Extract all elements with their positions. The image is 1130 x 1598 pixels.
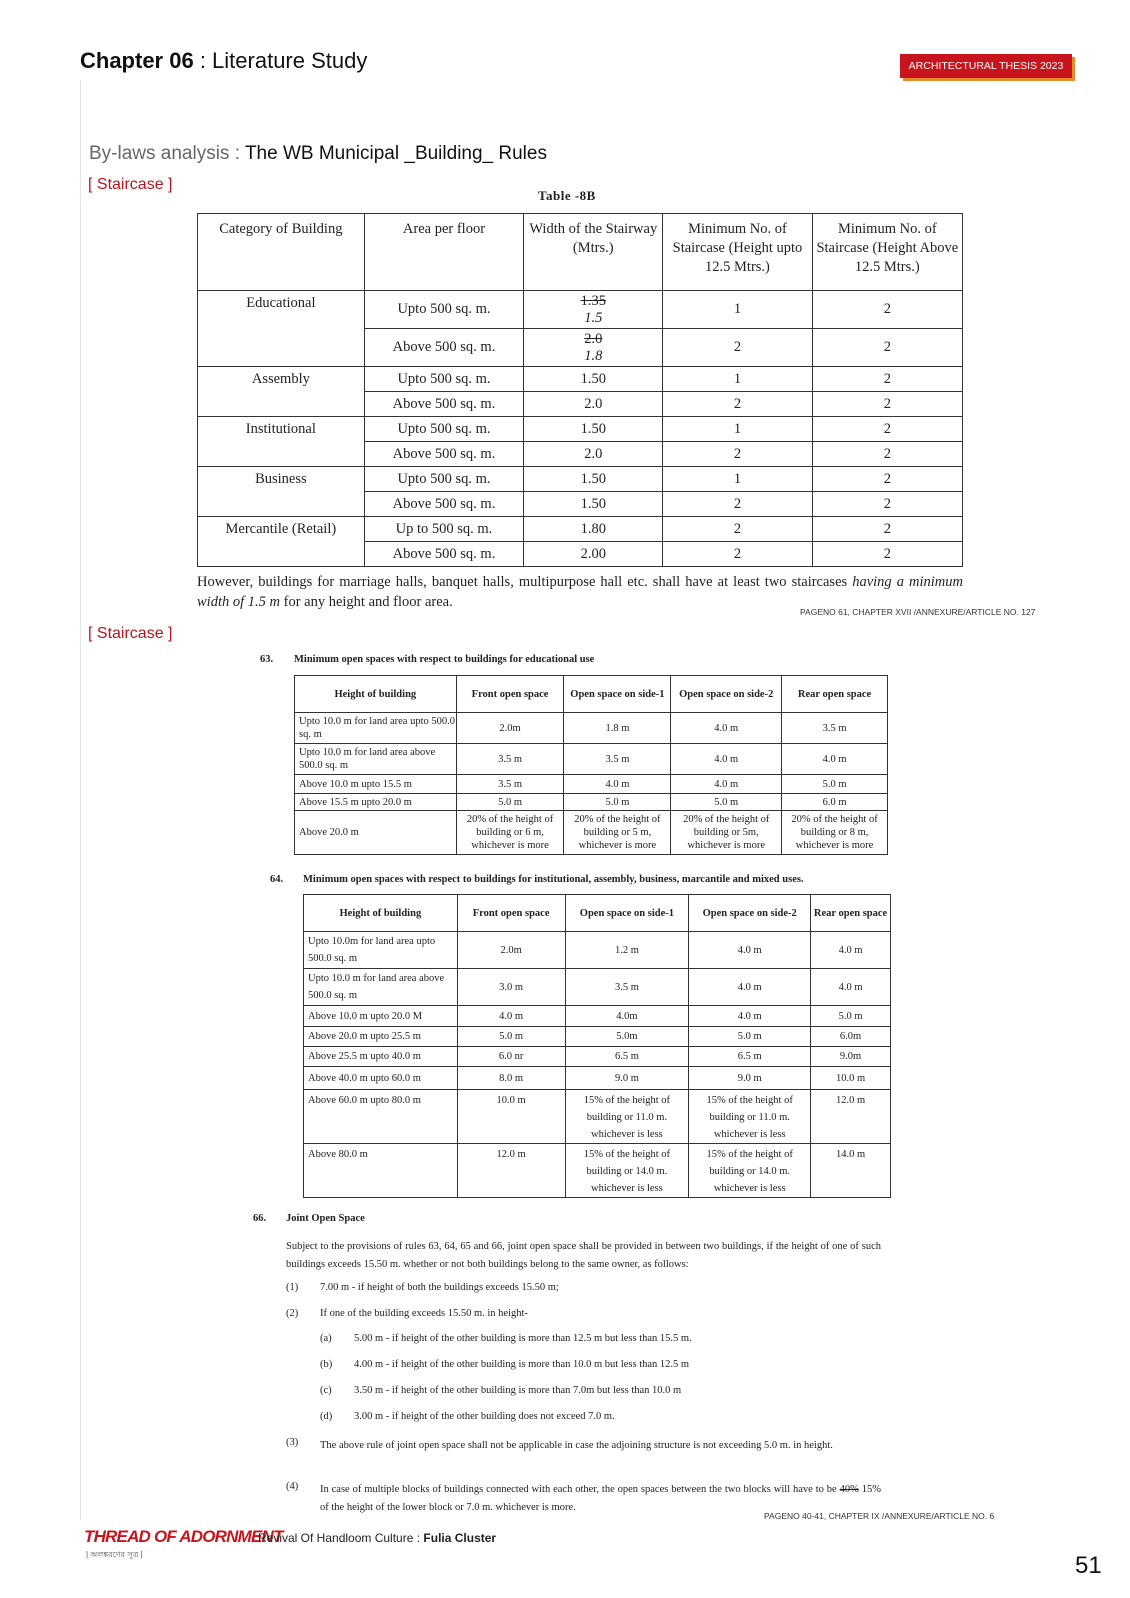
table-cell: 4.0 m <box>564 775 671 794</box>
table-cell: 4.0 m <box>689 1006 811 1027</box>
rule-66-number: 66. <box>253 1213 267 1224</box>
table-cell: 4.0 m <box>689 932 811 969</box>
area-cell: Above 500 sq. m. <box>364 492 524 517</box>
col-header: Rear open space <box>782 676 888 713</box>
low-count-cell: 2 <box>663 492 812 517</box>
rule-66-title: Joint Open Space <box>286 1213 365 1224</box>
low-count-cell: 2 <box>663 517 812 542</box>
table-cell: 6.5 m <box>565 1047 689 1067</box>
area-cell: Upto 500 sq. m. <box>364 367 524 392</box>
table-cell: 8.0 m <box>457 1067 565 1090</box>
table-cell: Above 80.0 m <box>304 1144 458 1198</box>
col-header: Minimum No. of Staircase (Height upto 12.5 Mtrs.) <box>663 214 812 291</box>
table-header-row <box>295 676 888 713</box>
table-cell: 20% of the height of building or 5 m, whichever is more <box>564 811 671 855</box>
table-cell: Above 10.0 m upto 15.5 m <box>295 775 457 794</box>
table-cell: 9.0 m <box>565 1067 689 1090</box>
area-cell: Upto 500 sq. m. <box>364 417 524 442</box>
table-cell: 1.8 m <box>564 713 671 744</box>
table-row <box>304 1006 891 1027</box>
table-cell: 15% of the height of building or 11.0 m. whichever is less <box>689 1090 811 1144</box>
table-cell: 3.5 m <box>782 713 888 744</box>
col-header: Minimum No. of Staircase (Height Above 12.5 Mtrs.) <box>812 214 962 291</box>
brand-logo-subtitle: | অলঙ্করণের সূত্র | <box>86 1550 143 1559</box>
source-reference-2: PAGENO 40-41, CHAPTER IX /ANNEXURE/ARTICLE NO. 6 <box>764 1511 995 1521</box>
page-number: 51 <box>1075 1552 1102 1579</box>
table-cell: 4.0 m <box>671 744 782 775</box>
width-cell: 2.00 <box>524 542 663 567</box>
list-item-number: (1) <box>286 1282 299 1293</box>
width-cell: 2.0 <box>524 392 663 417</box>
table-row <box>304 1144 891 1198</box>
table-cell: 5.0 m <box>811 1006 891 1027</box>
high-count-cell: 2 <box>812 442 962 467</box>
table-cell: 3.0 m <box>457 969 565 1006</box>
category-cell: Assembly <box>198 367 365 417</box>
rule-63-title: Minimum open spaces with respect to buildings for educational use <box>294 654 595 665</box>
source-reference-1: PAGENO 61, CHAPTER XVII /ANNEXURE/ARTICLE NO. 127 <box>800 607 1036 617</box>
rule-64-title: Minimum open spaces with respect to buildings for institutional, assembly, business, marcantile and mixed uses. <box>303 874 804 885</box>
table-cell: 3.5 m <box>565 969 689 1006</box>
chapter-heading: Chapter 06 : Literature Study <box>80 48 368 73</box>
rule-63-number: 63. <box>260 654 274 665</box>
table-cell: Upto 10.0 m for land area upto 500.0 sq. m <box>295 713 457 744</box>
category-cell: Mercantile (Retail) <box>198 517 365 567</box>
width-cell: 1.50 <box>524 492 663 517</box>
table-cell: 1.2 m <box>565 932 689 969</box>
table-cell: 15% of the height of building or 14.0 m. whichever is less <box>689 1144 811 1198</box>
table-row <box>198 467 963 492</box>
col-header: Open space on side-2 <box>671 676 782 713</box>
table-cell: 4.0m <box>565 1006 689 1027</box>
table-cell: Above 40.0 m upto 60.0 m <box>304 1067 458 1090</box>
table-cell: 4.0 m <box>671 713 782 744</box>
low-count-cell: 2 <box>663 329 812 367</box>
table-header-row <box>304 895 891 932</box>
sublist-item-text: 3.50 m - if height of the other building is more than 7.0m but less than 10.0 m <box>354 1385 682 1396</box>
list-item-text: 7.00 m - if height of both the buildings exceeds 15.50 m; <box>320 1282 559 1293</box>
table-row <box>304 1090 891 1144</box>
table-cell: 3.5 m <box>456 775 564 794</box>
left-margin-rule <box>80 80 81 1520</box>
sublist-item-number: (b) <box>320 1359 333 1370</box>
sublist-item-number: (a) <box>320 1333 332 1344</box>
area-cell: Upto 500 sq. m. <box>364 291 524 329</box>
table-cell: 4.0 m <box>811 932 891 969</box>
low-count-cell: 2 <box>663 392 812 417</box>
rule-64-number: 64. <box>270 874 284 885</box>
table-cell: 4.0 m <box>689 969 811 1006</box>
table-cell: 3.5 m <box>456 744 564 775</box>
area-cell: Above 500 sq. m. <box>364 392 524 417</box>
table-rule-63 <box>294 675 888 855</box>
col-header: Rear open space <box>811 895 891 932</box>
staircase-note: However, buildings for marriage halls, banquet halls, multipurpose hall etc. shall have at least two staircases having a minimum width of 1.5 m for any height and floor area. <box>197 574 963 610</box>
table-rule-64 <box>303 894 891 1198</box>
table-row <box>198 291 963 329</box>
table-cell: 6.0 m <box>782 794 888 811</box>
table-row <box>295 811 888 855</box>
table-cell: 5.0 m <box>564 794 671 811</box>
table-row <box>304 1047 891 1067</box>
high-count-cell: 2 <box>812 392 962 417</box>
table-cell: Above 15.5 m upto 20.0 m <box>295 794 457 811</box>
table-cell: 4.0 m <box>671 775 782 794</box>
table-row <box>304 969 891 1006</box>
low-count-cell: 1 <box>663 467 812 492</box>
table-row <box>198 417 963 442</box>
area-cell: Up to 500 sq. m. <box>364 517 524 542</box>
low-count-cell: 1 <box>663 367 812 392</box>
col-header: Front open space <box>456 676 564 713</box>
table-cell: 5.0 m <box>456 794 564 811</box>
bylaws-heading: By-laws analysis : The WB Municipal _Building_ Rules <box>89 143 547 164</box>
table-row <box>295 744 888 775</box>
width-cell: 2.0 1.8 <box>524 329 663 367</box>
table-cell: 12.0 m <box>457 1144 565 1198</box>
list-item-text: The above rule of joint open space shall not be applicable in case the adjoining structure is not exceeding 5.0 m. in height. <box>320 1440 833 1451</box>
table-cell: 2.0m <box>457 932 565 969</box>
sublist-item-number: (d) <box>320 1411 333 1422</box>
area-cell: Above 500 sq. m. <box>364 542 524 567</box>
list-item-number: (3) <box>286 1437 299 1448</box>
sublist-item-text: 5.00 m - if height of the other building is more than 12.5 m but less than 15.5 m. <box>354 1333 692 1344</box>
col-header: Open space on side-1 <box>565 895 689 932</box>
table-cell: 4.0 m <box>782 744 888 775</box>
width-cell: 1.35 1.5 <box>524 291 663 329</box>
category-cell: Institutional <box>198 417 365 467</box>
high-count-cell: 2 <box>812 367 962 392</box>
high-count-cell: 2 <box>812 291 962 329</box>
table-cell: 15% of the height of building or 11.0 m. whichever is less <box>565 1090 689 1144</box>
high-count-cell: 2 <box>812 542 962 567</box>
high-count-cell: 2 <box>812 492 962 517</box>
table-cell: 5.0m <box>565 1027 689 1047</box>
high-count-cell: 2 <box>812 467 962 492</box>
table-cell: Upto 10.0m for land area upto 500.0 sq. m <box>304 932 458 969</box>
table-cell: 5.0 m <box>671 794 782 811</box>
sublist-item-text: 3.00 m - if height of the other building does not exceed 7.0 m. <box>354 1411 615 1422</box>
col-header: Area per floor <box>364 214 524 291</box>
high-count-cell: 2 <box>812 417 962 442</box>
low-count-cell: 1 <box>663 417 812 442</box>
table-cell: 10.0 m <box>811 1067 891 1090</box>
low-count-cell: 2 <box>663 542 812 567</box>
high-count-cell: 2 <box>812 329 962 367</box>
category-cell: Educational <box>198 291 365 367</box>
low-count-cell: 2 <box>663 442 812 467</box>
table-cell: Above 20.0 m <box>295 811 457 855</box>
table-cell: 5.0 m <box>689 1027 811 1047</box>
area-cell: Above 500 sq. m. <box>364 329 524 367</box>
list-item-text: If one of the building exceeds 15.50 m. in height- <box>320 1308 528 1319</box>
table-cell: Above 20.0 m upto 25.5 m <box>304 1027 458 1047</box>
col-header: Height of building <box>304 895 458 932</box>
list-item-number: (4) <box>286 1481 299 1492</box>
table-cell: 5.0 m <box>782 775 888 794</box>
low-count-cell: 1 <box>663 291 812 329</box>
thesis-badge: ARCHITECTURAL THESIS 2023 <box>900 54 1072 78</box>
table-cell: 20% of the height of building or 8 m, whichever is more <box>782 811 888 855</box>
section-tag-staircase-2: [ Staircase ] <box>88 625 173 642</box>
width-cell: 2.0 <box>524 442 663 467</box>
high-count-cell: 2 <box>812 517 962 542</box>
table-row <box>295 775 888 794</box>
table-cell: 10.0 m <box>457 1090 565 1144</box>
col-header: Open space on side-1 <box>564 676 671 713</box>
category-cell: Business <box>198 467 365 517</box>
table-row <box>295 794 888 811</box>
brand-logo: THREAD OF ADORNMENT <box>84 1527 283 1546</box>
width-cell: 1.50 <box>524 367 663 392</box>
list-item-text: In case of multiple blocks of buildings connected with each other, the open spaces between the two blocks will have to be 40% 15% of the height of the lower block or 7.0 m. whichever is more. <box>320 1484 882 1513</box>
table-row <box>198 367 963 392</box>
table-8b-caption: Table -8B <box>538 188 596 203</box>
table-cell: 4.0 m <box>811 969 891 1006</box>
list-item-number: (2) <box>286 1308 299 1319</box>
table-cell: Upto 10.0 m for land area above 500.0 sq. m <box>304 969 458 1006</box>
table-cell: 20% of the height of building or 5m, whichever is more <box>671 811 782 855</box>
table-cell: 14.0 m <box>811 1144 891 1198</box>
table-cell: Above 25.5 m upto 40.0 m <box>304 1047 458 1067</box>
table-cell: 15% of the height of building or 14.0 m. whichever is less <box>565 1144 689 1198</box>
width-cell: 1.50 <box>524 467 663 492</box>
sublist-item-text: 4.00 m - if height of the other building is more than 10.0 m but less than 12.5 m <box>354 1359 690 1370</box>
rule-66-intro: Subject to the provisions of rules 63, 64, 65 and 66, joint open space shall be provided in between two buildings, if the height of one of such buildings exceeds 15.50 m. whether or not both buildings belong to the same owner, as follows: <box>286 1241 881 1270</box>
table-cell: 6.0m <box>811 1027 891 1047</box>
table-cell: 3.5 m <box>564 744 671 775</box>
col-header: Category of Building <box>198 214 365 291</box>
table-header-row <box>198 214 963 291</box>
table-cell: 6.5 m <box>689 1047 811 1067</box>
table-cell: 5.0 m <box>457 1027 565 1047</box>
col-header: Width of the Stairway (Mtrs.) <box>524 214 663 291</box>
width-cell: 1.80 <box>524 517 663 542</box>
col-header: Front open space <box>457 895 565 932</box>
table-cell: 2.0m <box>456 713 564 744</box>
table-cell: Above 60.0 m upto 80.0 m <box>304 1090 458 1144</box>
area-cell: Above 500 sq. m. <box>364 442 524 467</box>
footer-caption: Revival Of Handloom Culture : Fulia Cluster <box>258 1531 497 1545</box>
table-cell: Upto 10.0 m for land area above 500.0 sq. m <box>295 744 457 775</box>
table-row <box>198 517 963 542</box>
table-cell: 20% of the height of building or 6 m, whichever is more <box>456 811 564 855</box>
sublist-item-number: (c) <box>320 1385 332 1396</box>
table-cell: 12.0 m <box>811 1090 891 1144</box>
table-8b <box>197 213 963 567</box>
col-header: Height of building <box>295 676 457 713</box>
col-header: Open space on side-2 <box>689 895 811 932</box>
table-row <box>304 932 891 969</box>
table-cell: 9.0m <box>811 1047 891 1067</box>
table-cell: 9.0 m <box>689 1067 811 1090</box>
table-row <box>304 1027 891 1047</box>
table-cell: 4.0 m <box>457 1006 565 1027</box>
table-cell: Above 10.0 m upto 20.0 M <box>304 1006 458 1027</box>
section-tag-staircase-1: [ Staircase ] <box>88 176 173 193</box>
area-cell: Upto 500 sq. m. <box>364 467 524 492</box>
table-row <box>304 1067 891 1090</box>
width-cell: 1.50 <box>524 417 663 442</box>
table-row <box>295 713 888 744</box>
table-cell: 6.0 nr <box>457 1047 565 1067</box>
